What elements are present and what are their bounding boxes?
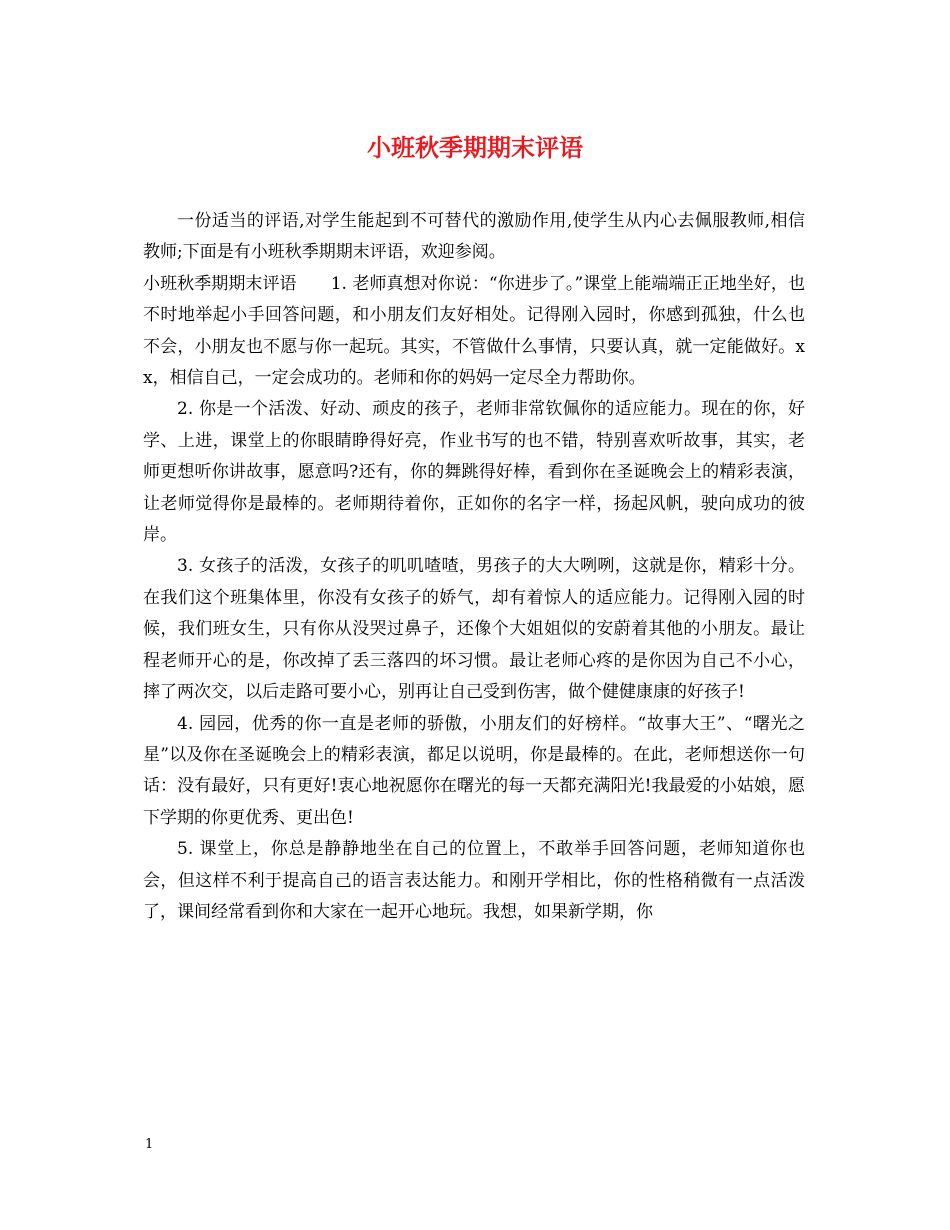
comment-paragraph-2: 2. 你是一个活泼、好动、顽皮的孩子，老师非常钦佩你的适应能力。现在的你，好学、上进，课堂上的你眼睛睁得好亮，作业书写的也不错，特别喜欢听故事，其实，老师更想听你讲故事，愿意吗?还有，你的舞跳得好棒，看到你在圣诞晚会上的精彩表演，让老师觉得你是最棒的。老师期待着你，正如你的名字一样，扬起风帆，驶向成功的彼岸。 bbox=[143, 399, 805, 546]
comment-paragraph-5: 5. 课堂上，你总是静静地坐在自己的位置上，不敢举手回答问题，老师知道你也会，但这样不利于提高自己的语言表达能力。和刚开学相比，你的性格稍微有一点活泼了，课间经常看到你和大家在一起开心地玩。我想，如果新学期，你 bbox=[143, 839, 805, 922]
comment-paragraph-4: 4. 园园，优秀的你一直是老师的骄傲，小朋友们的好榜样。“故事大王”、“曙光之星”以及你在圣诞晚会上的精彩表演，都足以说明，你是最棒的。在此，老师想送你一句话：没有最好，只有更好!衷心地祝愿你在曙光的每一天都充满阳光!我最爱的小姑娘，愿下学期的你更优秀、更出色! bbox=[143, 713, 805, 828]
comment-paragraph-1: 小班秋季期期末评语 1. 老师真想对你说：“你进步了。”课堂上能端端正正地坐好，也不时地举起小手回答问题，和小朋友们友好相处。记得刚入园时，你感到孤独，什么也不会，小朋友也不愿与你一起玩。其实，不管做什么事情，只要认真，就一定能做好。xx，相信自己，一定会成功的。老师和你的妈妈一定尽全力帮助你。 bbox=[143, 273, 805, 389]
comment-paragraph-3: 3. 女孩子的活泼，女孩子的叽叽喳喳，男孩子的大大咧咧，这就是你，精彩十分。在我们这个班集体里，你没有女孩子的娇气，却有着惊人的适应能力。记得刚入园的时候，我们班女生，只有你从没哭过鼻子，还像个大姐姐似的安蔚着其他的小朋友。最让程老师开心的是，你改掉了丢三落四的坏习惯。最让老师心疼的是你因为自己不小心，摔了两次交，以后走路可要小心，别再让自己受到伤害，做个健健康康的好孩子! bbox=[143, 556, 805, 703]
document-body bbox=[143, 206, 805, 928]
page-number: 1 bbox=[145, 1137, 154, 1152]
intro-paragraph: 一份适当的评语,对学生能起到不可替代的激励作用,使学生从内心去佩服教师,相信教师;下面是有小班秋季期期末评语，欢迎参阅。 bbox=[143, 211, 805, 263]
document-title: 小班秋季期期末评语 bbox=[367, 133, 583, 162]
